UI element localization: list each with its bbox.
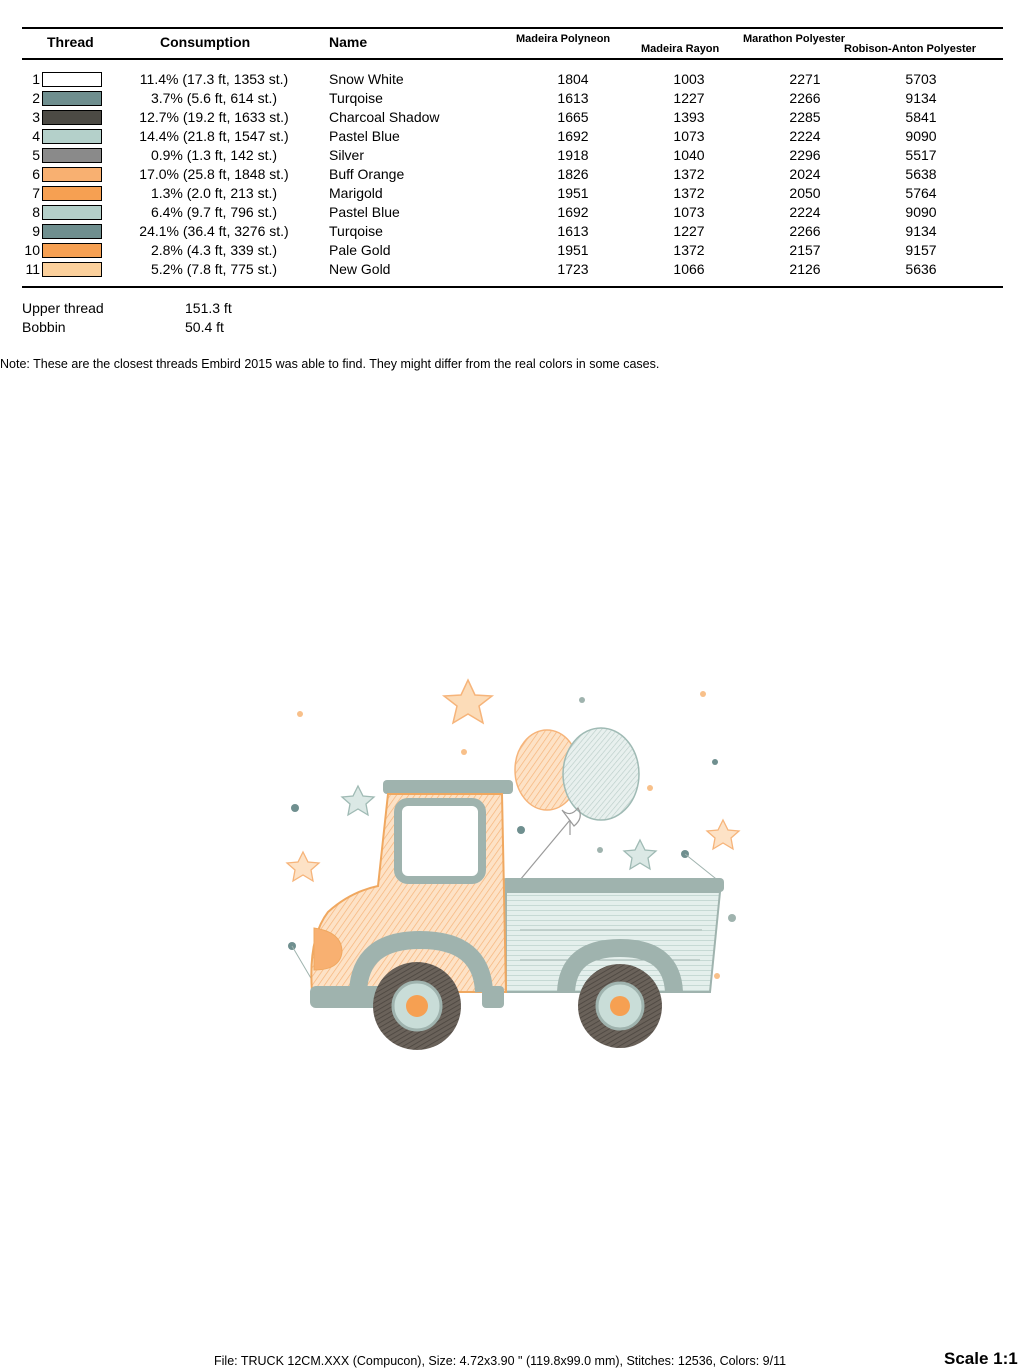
marathon-polyester-cell: 2296 — [789, 147, 821, 163]
madeira-rayon-cell: 1227 — [673, 90, 705, 106]
robison-anton-cell: 5764 — [905, 185, 937, 201]
header-robison-anton-polyester: Robison-Anton Polyester — [844, 43, 977, 55]
balloon-blue — [563, 728, 639, 820]
madeira-polyneon-cell: 1692 — [557, 204, 589, 220]
stars-group — [287, 680, 739, 881]
marathon-polyester-cell: 2224 — [789, 128, 821, 144]
madeira-polyneon-cell: 1613 — [557, 90, 589, 106]
bobbin-label: Bobbin — [22, 319, 66, 335]
consumption-cell: 24.1% (36.4 ft, 3276 st.) — [139, 223, 289, 239]
table-row — [0, 89, 1024, 108]
madeira-rayon-cell: 1372 — [673, 185, 705, 201]
star-orange-left — [287, 852, 319, 881]
madeira-polyneon-cell: 1723 — [557, 261, 589, 277]
consumption-cell: 14.4% (21.8 ft, 1547 st.) — [139, 128, 289, 144]
consumption-cell: 17.0% (25.8 ft, 1848 st.) — [139, 166, 289, 182]
color-swatch — [42, 148, 102, 163]
color-swatch — [42, 224, 102, 239]
thread-number: 8 — [32, 204, 40, 220]
color-swatch — [42, 243, 102, 258]
wheel-front — [373, 962, 461, 1050]
robison-anton-cell: 5841 — [905, 109, 937, 125]
cab-roof — [383, 780, 513, 794]
madeira-rayon-cell: 1040 — [673, 147, 705, 163]
thread-number: 5 — [32, 147, 40, 163]
color-swatch — [42, 186, 102, 201]
thread-note: Note: These are the closest threads Embird 2015 was able to find. They might differ from the real colors in some cases. — [0, 357, 660, 371]
madeira-rayon-cell: 1372 — [673, 242, 705, 258]
wheel-rear — [578, 964, 662, 1048]
thread-name-cell: Pastel Blue — [329, 128, 400, 144]
thread-name-cell: Turqoise — [329, 90, 383, 106]
madeira-polyneon-cell: 1804 — [557, 71, 589, 87]
star-blue-left — [342, 786, 374, 815]
consumption-cell: 6.4% (9.7 ft, 796 st.) — [150, 204, 278, 220]
robison-anton-cell: 9134 — [905, 223, 937, 239]
thread-name-cell: Pastel Blue — [329, 204, 400, 220]
robison-anton-cell: 9090 — [905, 204, 937, 220]
madeira-polyneon-cell: 1951 — [557, 185, 589, 201]
madeira-rayon-cell: 1393 — [673, 109, 705, 125]
color-swatch — [42, 167, 102, 182]
robison-anton-cell: 9134 — [905, 90, 937, 106]
table-row — [0, 70, 1024, 89]
color-swatch — [42, 205, 102, 220]
star-orange-right — [707, 820, 739, 849]
thread-name-cell: Turqoise — [329, 223, 383, 239]
marathon-polyester-cell: 2126 — [789, 261, 821, 277]
file-info-footer: File: TRUCK 12CM.XXX (Compucon), Size: 4.72x3.90 " (119.8x99.0 mm), Stitches: 12536, Colors: 9/11 — [214, 1354, 787, 1368]
marathon-polyester-cell: 2157 — [789, 242, 821, 258]
thread-number: 11 — [25, 261, 40, 277]
table-row — [0, 241, 1024, 260]
cab-window — [398, 802, 482, 880]
consumption-cell: 2.8% (4.3 ft, 339 st.) — [150, 242, 278, 258]
thread-number: 2 — [32, 90, 40, 106]
madeira-rayon-cell: 1372 — [673, 166, 705, 182]
table-top-rule — [22, 27, 1003, 29]
marathon-polyester-cell: 2271 — [789, 71, 821, 87]
color-swatch — [42, 129, 102, 144]
madeira-rayon-cell: 1227 — [673, 223, 705, 239]
consumption-cell: 5.2% (7.8 ft, 775 st.) — [150, 261, 278, 277]
header-madeira-rayon: Madeira Rayon — [641, 43, 720, 55]
table-row — [0, 260, 1024, 279]
header-marathon-polyester: Marathon Polyester — [743, 33, 846, 45]
table-row — [0, 127, 1024, 146]
marathon-polyester-cell: 2266 — [789, 223, 821, 239]
thread-number: 1 — [32, 71, 40, 87]
madeira-polyneon-cell: 1692 — [557, 128, 589, 144]
thread-name-cell: Snow White — [329, 71, 404, 87]
madeira-polyneon-cell: 1918 — [557, 147, 589, 163]
thread-number: 4 — [32, 128, 40, 144]
color-swatch — [42, 110, 102, 125]
scale-label: Scale 1:1 — [944, 1349, 1018, 1368]
marathon-polyester-cell: 2050 — [789, 185, 821, 201]
robison-anton-cell: 5636 — [905, 261, 937, 277]
thread-name-cell: Pale Gold — [329, 242, 391, 258]
truck-embroidery-design — [270, 670, 750, 1070]
thread-name-cell: Silver — [329, 147, 365, 163]
thread-name-cell: Marigold — [329, 185, 383, 201]
star-orange-top — [444, 680, 492, 723]
table-bottom-rule — [22, 286, 1003, 288]
madeira-rayon-cell: 1073 — [673, 128, 705, 144]
consumption-cell: 11.4% (17.3 ft, 1353 st.) — [139, 71, 289, 87]
header-madeira-polyneon: Madeira Polyneon — [516, 33, 611, 45]
table-row — [0, 184, 1024, 203]
thread-name-cell: Charcoal Shadow — [329, 109, 440, 125]
thread-number: 3 — [32, 109, 40, 125]
consumption-cell: 3.7% (5.6 ft, 614 st.) — [150, 90, 278, 106]
marathon-polyester-cell: 2224 — [789, 204, 821, 220]
marathon-polyester-cell: 2024 — [789, 166, 821, 182]
robison-anton-cell: 9090 — [905, 128, 937, 144]
robison-anton-cell: 5703 — [905, 71, 937, 87]
thread-number: 10 — [24, 242, 40, 258]
color-swatch — [42, 91, 102, 106]
header-name: Name — [329, 34, 368, 50]
marathon-polyester-cell: 2285 — [789, 109, 821, 125]
consumption-cell: 0.9% (1.3 ft, 142 st.) — [150, 147, 278, 163]
upper-thread-value: 151.3 ft — [185, 300, 232, 316]
robison-anton-cell: 5638 — [905, 166, 937, 182]
thread-number: 9 — [32, 223, 40, 239]
madeira-polyneon-cell: 1951 — [557, 242, 589, 258]
madeira-rayon-cell: 1073 — [673, 204, 705, 220]
table-row — [0, 222, 1024, 241]
robison-anton-cell: 9157 — [905, 242, 937, 258]
madeira-rayon-cell: 1066 — [673, 261, 705, 277]
thread-number: 6 — [32, 166, 40, 182]
consumption-cell: 1.3% (2.0 ft, 213 st.) — [150, 185, 278, 201]
table-header-rule — [22, 58, 1003, 60]
color-swatch — [42, 262, 102, 277]
madeira-rayon-cell: 1003 — [673, 71, 705, 87]
balloons — [515, 728, 639, 880]
header-consumption: Consumption — [160, 34, 251, 50]
consumption-cell: 12.7% (19.2 ft, 1633 st.) — [139, 109, 289, 125]
table-row — [0, 203, 1024, 222]
madeira-polyneon-cell: 1613 — [557, 223, 589, 239]
table-row — [0, 108, 1024, 127]
table-row — [0, 165, 1024, 184]
thread-number: 7 — [32, 185, 40, 201]
robison-anton-cell: 5517 — [905, 147, 937, 163]
cab-step — [482, 986, 504, 1008]
bobbin-value: 50.4 ft — [185, 319, 224, 335]
color-swatch — [42, 72, 102, 87]
star-blue-right — [624, 840, 656, 869]
marathon-polyester-cell: 2266 — [789, 90, 821, 106]
thread-name-cell: Buff Orange — [329, 166, 405, 182]
thread-name-cell: New Gold — [329, 261, 391, 277]
table-row — [0, 146, 1024, 165]
upper-thread-label: Upper thread — [22, 300, 104, 316]
madeira-polyneon-cell: 1665 — [557, 109, 589, 125]
madeira-polyneon-cell: 1826 — [557, 166, 589, 182]
header-thread: Thread — [47, 34, 94, 50]
